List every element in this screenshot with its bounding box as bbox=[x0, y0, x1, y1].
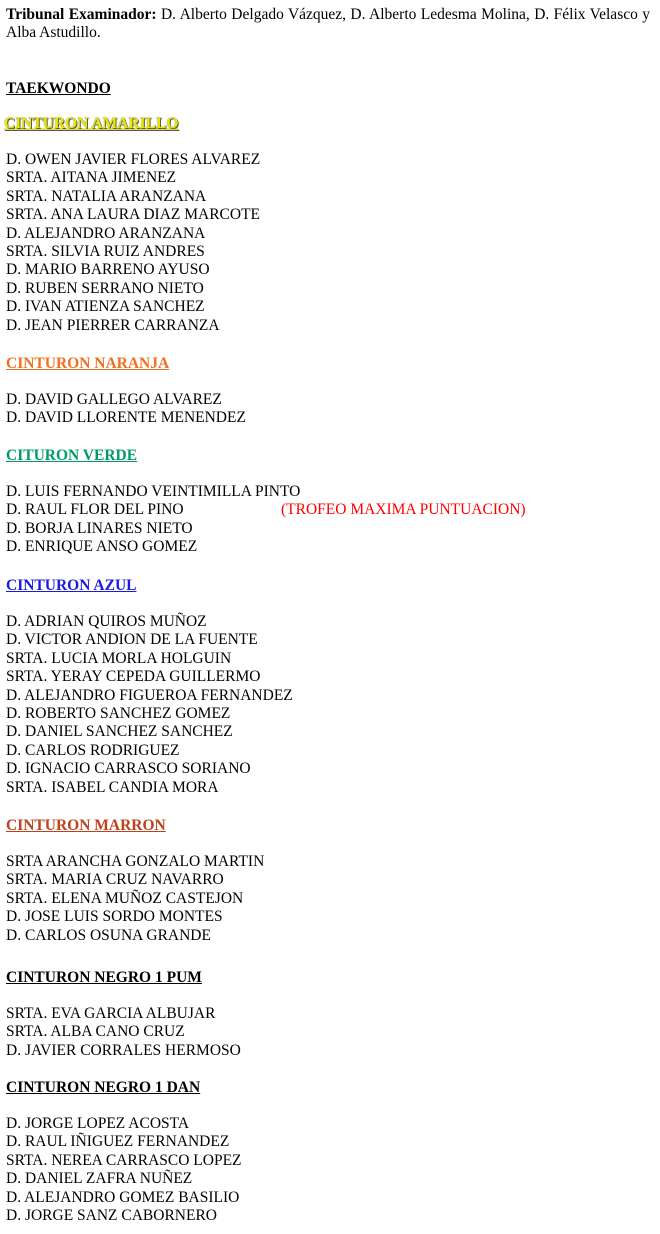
participant-name: D. IGNACIO CARRASCO SORIANO bbox=[6, 760, 251, 778]
participant-name: SRTA. ISABEL CANDIA MORA bbox=[6, 778, 219, 796]
tribunal-members: D. Alberto Delgado Vázquez, D. Alberto Ledesma Molina, D. Félix Velasco y Alba Astudillo. bbox=[6, 6, 651, 41]
belt-heading-brown: CINTURON MARRON bbox=[6, 817, 166, 834]
belt-heading-black-1-dan: CINTURON NEGRO 1 DAN bbox=[6, 1079, 201, 1096]
participant-name: SRTA. SILVIA RUIZ ANDRES bbox=[6, 242, 205, 260]
participant-name: D. LUIS FERNANDO VEINTIMILLA PINTO bbox=[6, 483, 301, 500]
participant-name: D. IVAN ATIENZA SANCHEZ bbox=[6, 298, 205, 316]
participant-name: D. ENRIQUE ANSO GOMEZ bbox=[6, 538, 198, 556]
participant-name: SRTA. ELENA MUÑOZ CASTEJON bbox=[6, 889, 244, 907]
participant-name: D. ADRIAN QUIROS MUÑOZ bbox=[6, 613, 207, 630]
participant-name: D. JEAN PIERRER CARRANZA bbox=[6, 316, 220, 334]
belt-heading-green: CITURON VERDE bbox=[6, 447, 138, 464]
name-list bbox=[6, 853, 646, 945]
participant-name: D. DAVID GALLEGO ALVAREZ bbox=[6, 391, 222, 408]
participant-name: D. RAUL IÑIGUEZ FERNANDEZ bbox=[6, 1133, 230, 1151]
participant-name: D. JAVIER CORRALES HERMOSO bbox=[6, 1041, 241, 1059]
participant-name: D. ALEJANDRO ARANZANA bbox=[6, 224, 206, 242]
participant-name: D. MARIO BARRENO AYUSO bbox=[6, 261, 210, 279]
participant-name: D. BORJA LINARES NIETO bbox=[6, 519, 193, 537]
belt-section-blue bbox=[6, 577, 646, 797]
participant-name: SRTA. ALBA CANO CRUZ bbox=[6, 1023, 185, 1041]
participant-name: D. VICTOR ANDION DE LA FUENTE bbox=[6, 631, 258, 649]
participant-name: D. JORGE SANZ CABORNERO bbox=[6, 1206, 217, 1224]
participant-name: D. ALEJANDRO FIGUEROA FERNANDEZ bbox=[6, 686, 293, 704]
participant-name: SRTA. NEREA CARRASCO LOPEZ bbox=[6, 1151, 242, 1169]
name-list bbox=[6, 1115, 646, 1225]
belt-section-yellow bbox=[6, 115, 646, 335]
participant-name: SRTA. AITANA JIMENEZ bbox=[6, 169, 177, 187]
participant-name: SRTA. EVA GARCIA ALBUJAR bbox=[6, 1005, 216, 1022]
participant-name: D. DANIEL ZAFRA NUÑEZ bbox=[6, 1170, 193, 1188]
participant-name: D. CARLOS OSUNA GRANDE bbox=[6, 926, 211, 944]
award-note: (TROFEO MAXIMA PUNTUACION) bbox=[281, 501, 526, 519]
belt-section-black-1-pum bbox=[6, 969, 646, 1060]
participant-name: D. RAUL FLOR DEL PINO (TROFEO MAXIMA PUNTUACION) bbox=[6, 501, 526, 519]
belt-heading-yellow: CINTURON AMARILLO bbox=[4, 115, 179, 132]
participant-name: D. RUBEN SERRANO NIETO bbox=[6, 279, 204, 297]
belt-section-black-1-dan bbox=[6, 1079, 646, 1225]
participant-name: D. OWEN JAVIER FLORES ALVAREZ bbox=[6, 151, 261, 168]
participant-name: D. JOSE LUIS SORDO MONTES bbox=[6, 908, 223, 926]
tribunal-label: Tribunal Examinador: bbox=[6, 6, 157, 23]
name-list bbox=[6, 483, 646, 557]
belt-section-brown bbox=[6, 817, 646, 945]
belt-heading-orange: CINTURON NARANJA bbox=[6, 355, 170, 372]
tribunal-paragraph bbox=[6, 6, 650, 42]
participant-name: D. ALEJANDRO GOMEZ BASILIO bbox=[6, 1188, 240, 1206]
discipline-title: TAEKWONDO bbox=[6, 80, 111, 97]
name-list bbox=[6, 391, 646, 428]
participant-name: SRTA. LUCIA MORLA HOLGUIN bbox=[6, 649, 232, 667]
belt-section-green bbox=[6, 447, 646, 557]
name-list bbox=[6, 1005, 646, 1060]
participant-name: D. ROBERTO SANCHEZ GOMEZ bbox=[6, 704, 231, 722]
participant-name: SRTA ARANCHA GONZALO MARTIN bbox=[6, 853, 265, 870]
participant-name: SRTA. MARIA CRUZ NAVARRO bbox=[6, 871, 224, 889]
participant-name: SRTA. ANA LAURA DIAZ MARCOTE bbox=[6, 206, 261, 224]
participant-name: SRTA. NATALIA ARANZANA bbox=[6, 187, 207, 205]
name-list bbox=[6, 151, 646, 335]
participant-name: SRTA. YERAY CEPEDA GUILLERMO bbox=[6, 668, 261, 686]
participant-name: D. JORGE LOPEZ ACOSTA bbox=[6, 1115, 190, 1132]
participant-name: D. DANIEL SANCHEZ SANCHEZ bbox=[6, 723, 233, 741]
participant-name: D. CARLOS RODRIGUEZ bbox=[6, 741, 180, 759]
name-list bbox=[6, 613, 646, 797]
belt-section-orange bbox=[6, 355, 646, 428]
belt-heading-black-1-pum: CINTURON NEGRO 1 PUM bbox=[6, 969, 202, 986]
belt-heading-blue: CINTURON AZUL bbox=[6, 577, 137, 594]
participant-name: D. DAVID LLORENTE MENENDEZ bbox=[6, 409, 246, 427]
